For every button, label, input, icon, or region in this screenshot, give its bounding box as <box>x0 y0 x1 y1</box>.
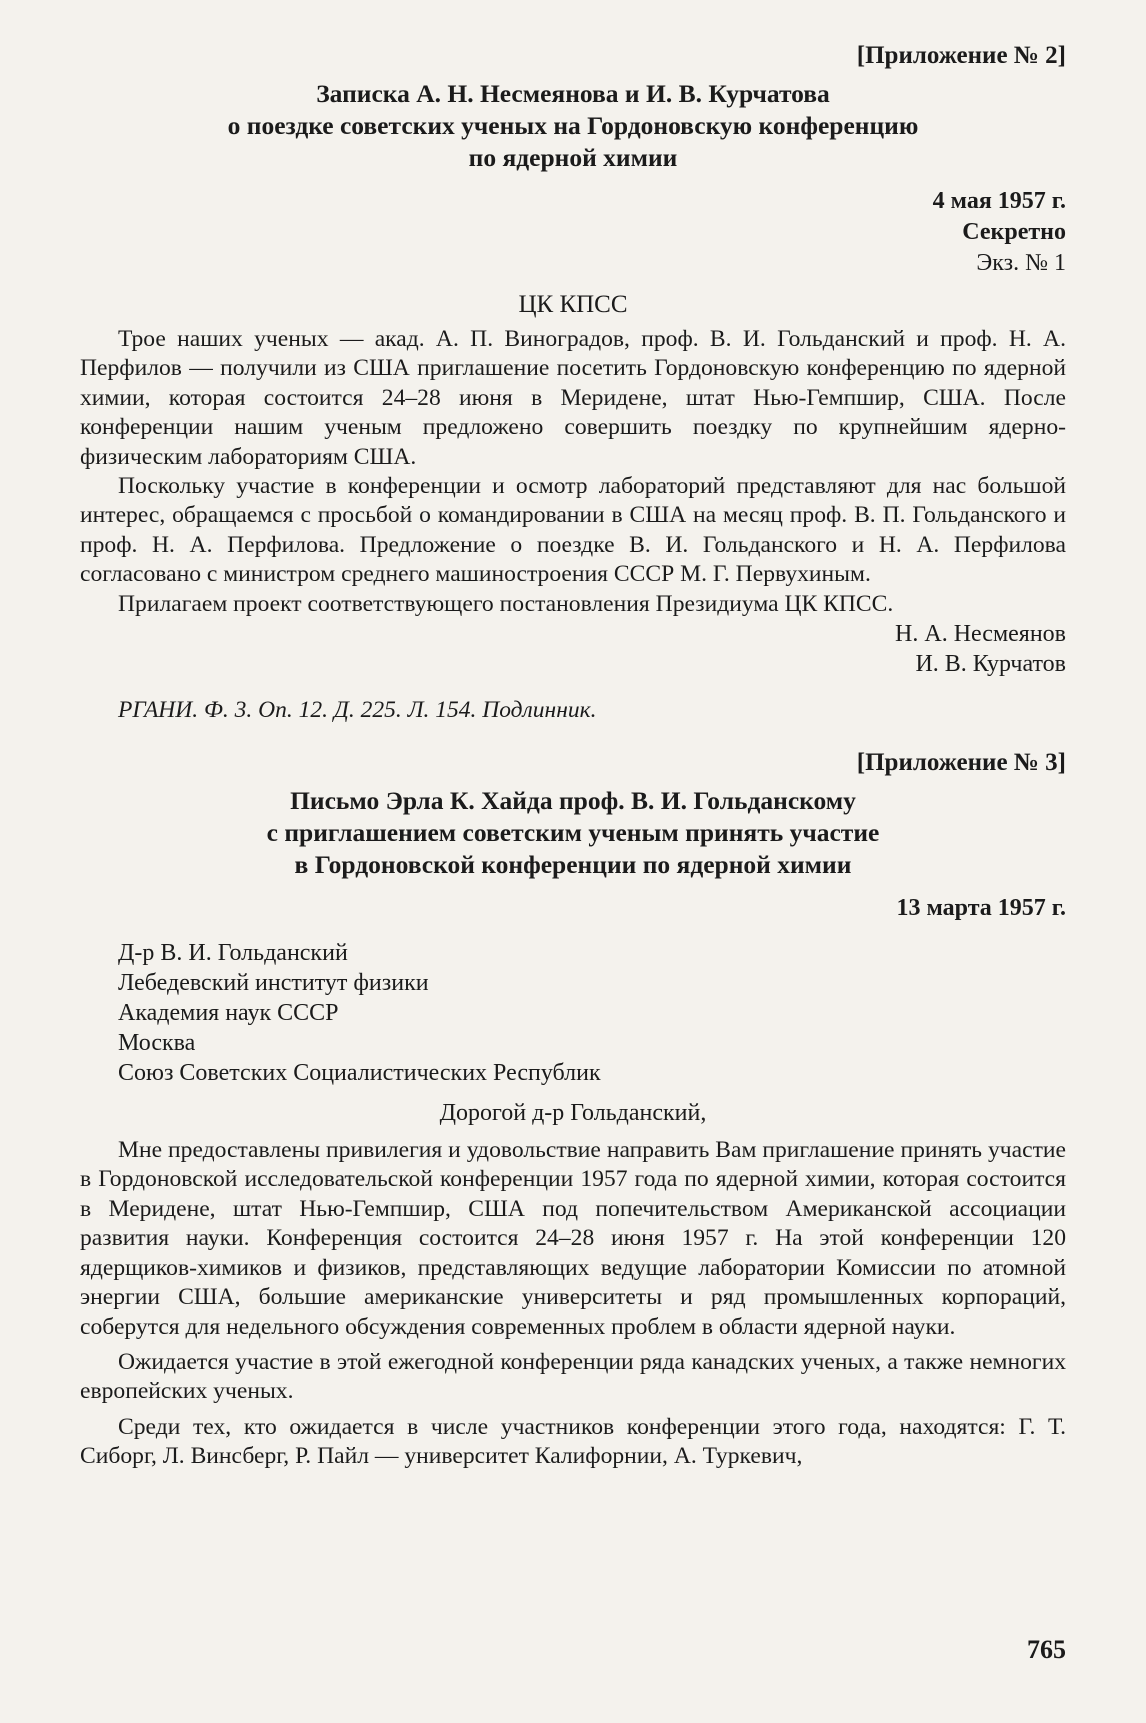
paragraph: Мне предоставлены привилегия и удовольствие направить Вам приглашение принять участие в Гордоновской исследовательской конференции 1957 года по ядерной химии, которая состоится в Меридене, штат Нью-Гемпшир, США под попечительством Американской ассоциации развития науки. Конференция состоится 24–28 июня 1957 г. На этой конференции 120 ядерщиков-химиков и физиков, представляющих ведущие лаборатории Комиссии по атомной энергии США, большие американские университеты и ряд промышленных корпораций, соберутся для недельного обсуждения современных проблем в области ядерной науки. <box>80 1137 1066 1340</box>
paragraph: Среди тех, кто ожидается в числе участников конференции этого года, находятся: Г. Т. Сиборг, Л. Винсберг, Р. Пайл — университет Калифорнии, А. Туркевич, <box>80 1413 1066 1470</box>
title-line: Письмо Эрла К. Хайда проф. В. И. Гольданскому <box>290 786 856 816</box>
title-line: Записка А. Н. Несмеянова и И. В. Курчатова <box>316 79 830 108</box>
appendix-3-title <box>80 785 1066 881</box>
page-number: 765 <box>1027 1635 1066 1664</box>
archive-source: РГАНИ. Ф. 3. Оп. 12. Д. 225. Л. 154. Подлинник. <box>118 697 597 724</box>
signature: И. В. Курчатов <box>915 651 1066 678</box>
title-line: по ядерной химии <box>468 143 678 172</box>
title-line: с приглашением советским ученым принять участие <box>266 818 880 848</box>
signature: Н. А. Несмеянов <box>895 621 1066 648</box>
paragraph: Поскольку участие в конференции и осмотр лабораторий представляют для нас большой интерес, обращаемся с просьбой о командировании в США на месяц проф. В. П. Гольданского и проф. Н. А. Перфилова. Предложение о поездке В. И. Гольданского и Н. А. Перфилова согласовано с министром среднего машиностроения СССР М. Г. Первухиным. <box>80 473 1066 588</box>
address-line: Москва <box>118 1030 196 1057</box>
classification-stamp: Секретно <box>962 219 1066 245</box>
appendix-2-label: [Приложение № 2] <box>856 42 1066 69</box>
letter-date: 13 марта 1957 г. <box>896 895 1066 922</box>
recipient-address <box>118 938 1066 1088</box>
addressee: ЦК КПСС <box>518 291 628 318</box>
appendix-2 <box>80 40 1066 725</box>
address-line: Академия наук СССР <box>118 1000 339 1027</box>
paragraph: Прилагаем проект соответствующего постановления Президиума ЦК КПСС. <box>118 590 894 617</box>
salutation: Дорогой д-р Гольданский, <box>439 1100 707 1127</box>
copy-number: Экз. № 1 <box>976 250 1066 276</box>
appendix-3 <box>80 747 1066 1471</box>
address-line: Лебедевский институт физики <box>118 970 429 997</box>
appendix-3-label: [Приложение № 3] <box>856 749 1066 777</box>
paragraph: Трое наших ученых — акад. А. П. Виноградов, проф. В. И. Гольданский и проф. Н. А. Перфилов — получили из США приглашение посетить Гордоновскую конференцию по ядерной химии, которая состоится 24–28 июня в Меридене, штат Нью-Гемпшир, США. После конференции нашим ученым предложено совершить поездку по крупнейшим ядерно-физическим лабораториям США. <box>80 326 1066 470</box>
title-line: в Гордоновской конференции по ядерной химии <box>294 850 852 880</box>
address-line: Союз Советских Социалистических Республик <box>118 1060 601 1087</box>
paragraph: Ожидается участие в этой ежегодной конференции ряда канадских ученых, а также немногих европейских ученых. <box>80 1348 1066 1405</box>
document-date: 4 мая 1957 г. <box>932 188 1066 214</box>
title-line: о поездке советских ученых на Гордоновскую конференцию <box>227 111 919 140</box>
appendix-2-title <box>80 78 1066 174</box>
address-line: Д-р В. И. Гольданский <box>118 940 348 967</box>
